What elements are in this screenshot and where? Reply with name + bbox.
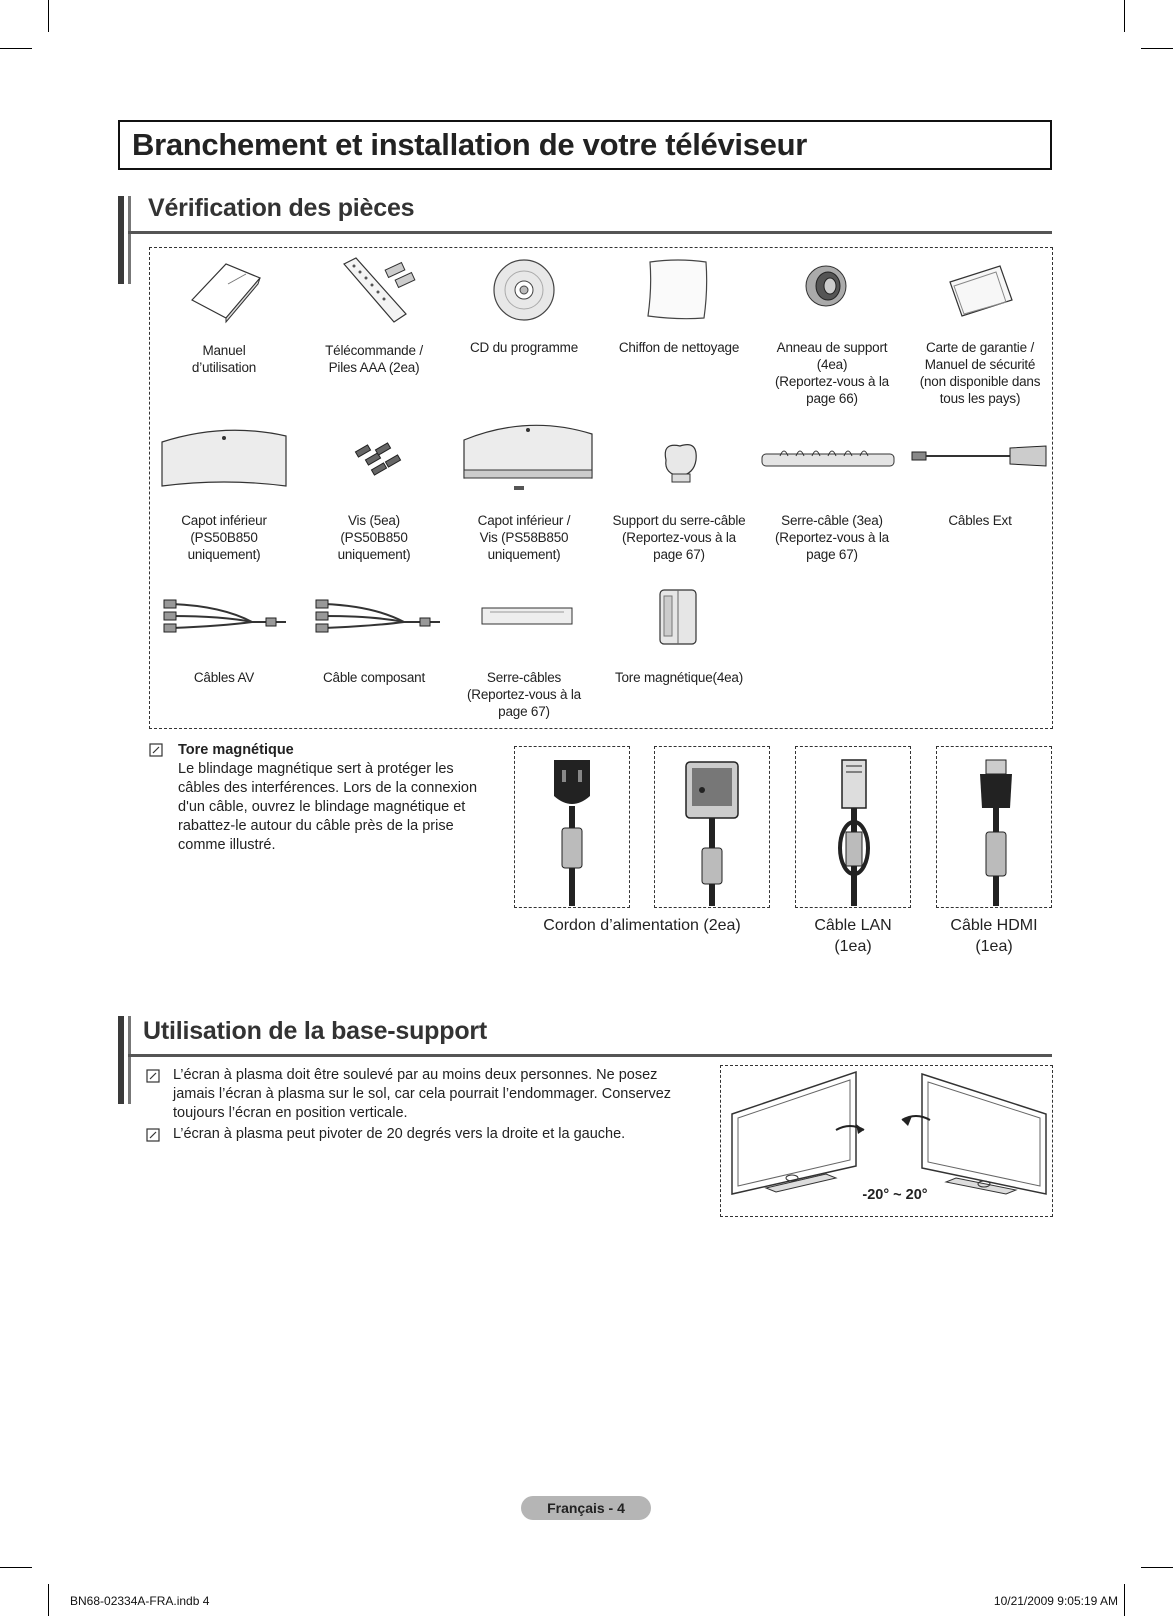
crop-mark [0,1567,32,1568]
hdmi-cable-icon [966,756,1026,906]
manual-icon [186,260,262,324]
cloth-icon [644,258,710,322]
part-caption: Chiffon de nettoyage [618,340,740,355]
power-plug-icon [540,756,604,906]
section-bar [128,1016,131,1104]
component-cable-icon [314,596,444,640]
crop-mark [48,1584,49,1616]
crop-mark [48,0,49,32]
ferrite-core-icon [654,586,702,652]
stand-note: L’écran à plasma peut pivoter de 20 degrés vers la droite et la gauche. [173,1126,626,1142]
section-rule [128,231,1052,234]
part-caption: Serre-câbles (Reportez-vous à la page 67) [466,670,581,719]
part-caption: Câble composant [322,670,426,685]
crop-mark [1141,48,1173,49]
section-bar [118,1016,124,1104]
lan-cable-icon [824,756,884,906]
note-title: Tore magnétique [178,742,294,758]
part-caption: Support du serre-câble (Reportez-vous à la page 67) [612,513,746,562]
remote-icon [340,254,424,326]
note-icon [149,743,163,757]
print-timestamp: 10/21/2009 9:05:19 AM [993,1594,1118,1608]
av-cable-icon [162,596,290,640]
screws-icon [352,440,404,480]
page-number: Français - 4 [521,1496,651,1520]
note-icon [146,1069,160,1083]
power-adapter-icon [680,758,744,906]
part-caption: Carte de garantie / Manuel de sécurité (non disponible dans tous les pays) [919,340,1041,406]
part-caption: Câbles Ext [948,513,1012,528]
crop-mark [1141,1567,1173,1568]
part-caption: CD du programme [469,340,579,355]
stand-note: L’écran à plasma doit être soulevé par au moins deux personnes. Ne posez jamais l’écran à plasma sur le sol, car cela pourrait l’endommager. Conservez toujours l’écran en position verticale. [173,1067,672,1121]
part-caption: Télécommande / Piles AAA (2ea) [325,343,423,375]
part-caption: Serre-câble (3ea) (Reportez-vous à la page 67) [774,513,889,562]
ferrite-note [178,741,498,855]
ring-icon [802,262,852,310]
lan-caption: Câble LAN (1ea) [814,917,892,955]
power-cord-caption: Cordon d’alimentation (2ea) [543,917,741,934]
part-caption: Vis (5ea) (PS50B850 uniquement) [337,513,411,562]
part-caption: Tore magnétique(4ea) [614,670,744,685]
cable-holder-icon [658,436,704,484]
section-title-stand: Utilisation de la base-support [143,1017,488,1045]
wire-holder-icon [480,602,576,630]
part-caption: Manuel d’utilisation [191,343,257,375]
page-title: Branchement et installation de votre téléviseur [118,120,1052,170]
part-caption: Anneau de support (4ea) (Reportez-vous à la page 66) [774,340,889,406]
crop-mark [1124,0,1125,32]
cable-tie-icon [760,442,898,474]
swivel-tv-illustration [726,1070,1048,1200]
card-icon [948,262,1014,320]
section-bar [118,196,124,284]
cover-icon [158,428,290,490]
cover-screw-icon [460,420,596,494]
file-name: BN68-02334A-FRA.indb 4 [70,1594,210,1608]
cd-icon [492,258,556,322]
section-rule [128,1054,1052,1057]
crop-mark [1124,1584,1125,1616]
note-icon [146,1128,160,1142]
part-caption: Capot inférieur / Vis (PS58B850 uniquement) [477,513,571,562]
note-body: Le blindage magnétique sert à protéger les câbles des interférences. Lors de la connexion d'un câble, ouvrez le blindage magnétique et rabattez-le autour du câble près de la prise comme illustré. [178,761,478,853]
section-title-parts: Vérification des pièces [148,194,415,222]
section-bar [128,196,131,284]
crop-mark [0,48,32,49]
part-caption: Câbles AV [193,670,255,685]
hdmi-caption: Câble HDMI (1ea) [950,917,1038,955]
ext-cable-icon [910,444,1050,470]
part-caption: Capot inférieur (PS50B850 uniquement) [181,513,267,562]
angle-label: -20° ~ 20° [862,1187,928,1203]
